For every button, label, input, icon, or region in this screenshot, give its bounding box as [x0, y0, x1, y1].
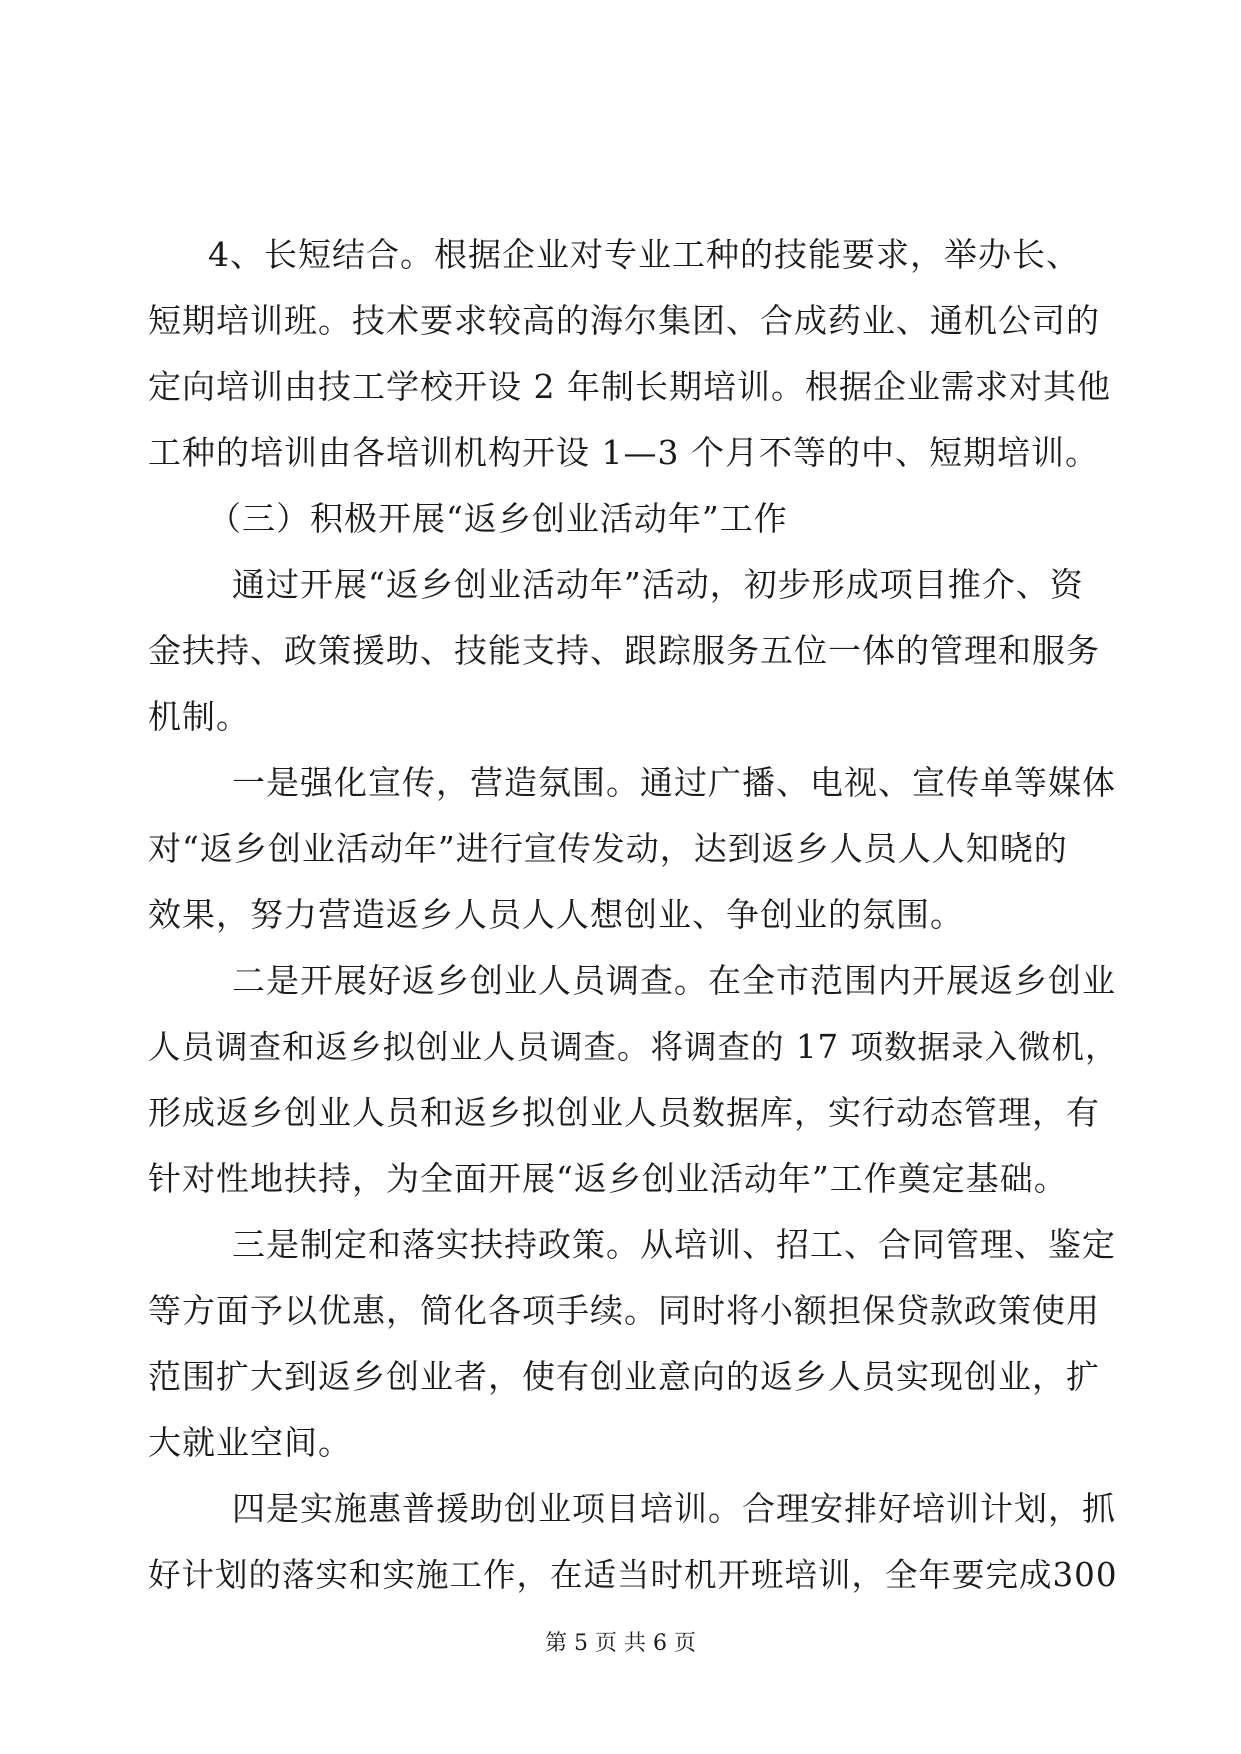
- paragraph-line: 4、长短结合。根据企业对专业工种的技能要求，举办长、: [208, 235, 1080, 274]
- paragraph-line: 大就业空间。: [148, 1423, 352, 1462]
- paragraph-line: 金扶持、政策援助、技能支持、跟踪服务五位一体的管理和服务: [148, 631, 1100, 670]
- page-number-footer: 第 5 页 共 6 页: [545, 1631, 696, 1656]
- paragraph-line: 一是强化宣传，营造氛围。通过广播、电视、宣传单等媒体: [232, 763, 1116, 802]
- paragraph-line: 通过开展“返乡创业活动年”活动，初步形成项目推介、资: [232, 565, 1084, 604]
- paragraph-line: 效果，努力营造返乡人员人人想创业、争创业的氛围。: [148, 895, 964, 934]
- paragraph-line: 等方面予以优惠，简化各项手续。同时将小额担保贷款政策使用: [148, 1291, 1100, 1330]
- paragraph-line: 人员调查和返乡拟创业人员调查。将调查的 17 项数据录入微机，: [148, 1028, 1119, 1066]
- paragraph-line: 对“返乡创业活动年”进行宣传发动，达到返乡人员人人知晓的: [148, 829, 1068, 868]
- paragraph-line: 定向培训由技工学校开设 2 年制长期培训。根据企业需求对其他: [148, 367, 1111, 406]
- paragraph-line: 四是实施惠普援助创业项目培训。合理安排好培训计划，抓: [232, 1489, 1116, 1528]
- paragraph-line: 短期培训班。技术要求较高的海尔集团、合成药业、通机公司的: [148, 301, 1100, 340]
- paragraph-line: 针对性地扶持，为全面开展“返乡创业活动年”工作奠定基础。: [148, 1159, 1068, 1198]
- paragraph-line: 机制。: [148, 697, 250, 736]
- paragraph-line: 范围扩大到返乡创业者，使有创业意向的返乡人员实现创业，扩: [148, 1357, 1100, 1396]
- paragraph-line: 二是开展好返乡创业人员调查。在全市范围内开展返乡创业: [232, 961, 1116, 1000]
- paragraph-line: 形成返乡创业人员和返乡拟创业人员数据库，实行动态管理，有: [148, 1093, 1100, 1132]
- section-heading: （三）积极开展“返乡创业活动年”工作: [208, 499, 788, 538]
- paragraph-line: 工种的培训由各培训机构开设 1—3 个月不等的中、短期培训。: [148, 433, 1099, 472]
- paragraph-line: 三是制定和落实扶持政策。从培训、招工、合同管理、鉴定: [232, 1225, 1116, 1264]
- paragraph-line: 好计划的落实和实施工作，在适当时机开班培训，全年要完成300: [148, 1556, 1118, 1594]
